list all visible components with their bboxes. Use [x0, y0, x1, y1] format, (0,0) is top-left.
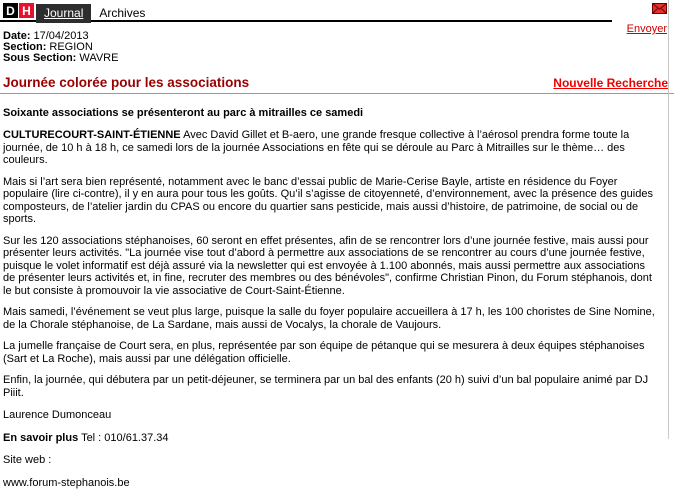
more-info-line	[3, 432, 660, 445]
meta-subsection-value: WAVRE	[79, 52, 118, 64]
right-frame-border	[668, 0, 669, 439]
new-search-link[interactable]: Nouvelle Recherche	[553, 76, 668, 90]
send-area	[627, 1, 667, 37]
meta-subsection	[3, 53, 674, 64]
top-navigation-bar	[0, 0, 674, 24]
site-web-label: Site web :	[3, 454, 660, 467]
article-lead-paragraph	[3, 129, 660, 167]
site-web-url: www.forum-stephanois.be	[3, 477, 660, 489]
tab-journal[interactable]: Journal	[36, 4, 91, 23]
article-body	[0, 107, 674, 489]
article-location: CULTURECOURT-SAINT-ÉTIENNE	[3, 129, 181, 141]
meta-date-value: 17/04/2013	[34, 30, 89, 42]
article-paragraph-4: La jumelle française de Court sera, en plus, représentée par son équipe de pétanque qui se mesurera à deux équipes stéphanoises (Sart et La Roche), mais aussi par une délégation officielle.	[3, 340, 660, 365]
nav-tabs	[36, 4, 153, 23]
meta-section-label: Section:	[3, 41, 46, 53]
dh-logo-d: D	[3, 3, 18, 18]
article-title: Journée colorée pour les associations	[3, 75, 249, 90]
article-paragraph-5: Enfin, la journée, qui débutera par un petit-déjeuner, se terminera par un bal des enfants (20 h) suivi d’un bal populaire animé par DJ Piiit.	[3, 374, 660, 399]
article-metadata	[3, 31, 674, 64]
meta-date	[3, 31, 674, 42]
meta-subsection-label: Sous Section:	[3, 52, 76, 64]
headline-bar	[0, 75, 674, 94]
article-subtitle: Soixante associations se présenteront au parc à mitrailles ce samedi	[3, 107, 660, 119]
article-paragraph-2: Sur les 120 associations stéphanoises, 60 seront en effet présentes, afin de se rencontrer lors d’une journée festive, mais aussi pour présenter leurs activités. "La journée vise tout d’abord à permettre aux associations de se rencontrer au cours d’une journée festive, puisque le volet informatif est déjà assuré via la newsletter qui est envoyée à 1.100 abonnés, mais aussi permettre aux associations de présenter leurs activités et, in fine, recruter des membres ou des bénévoles", confirme Christian Pinon, du Forum stéphanois, dont le but consiste à promouvoir la vie associative de Court-Saint-Étienne.	[3, 235, 660, 298]
envelope-icon[interactable]	[652, 3, 667, 14]
more-info-phone: Tel : 010/61.37.34	[81, 432, 168, 444]
tab-archives[interactable]: Archives	[91, 4, 153, 23]
dh-logo-h: H	[19, 3, 34, 18]
dh-logo	[3, 3, 35, 18]
article-lead-text: Avec David Gillet et B-aero, une grande fresque collective à l’aérosol prendra forme toute la journée, de 10 h à 18 h, ce samedi lors de la journée Associations en fête qui se déroule au Parc à Mitrailles sur le thème… des couleurs.	[3, 129, 629, 166]
article-author: Laurence Dumonceau	[3, 409, 660, 422]
article-paragraph-1: Mais si l’art sera bien représenté, notamment avec le banc d’essai public de Marie-Cerise Bayle, artiste en résidence du Foyer populaire (lire ci-contre), il y en aura pour tous les goûts. Qu’il s’agisse de citoyenneté, d’environnement, avec la présence des guides composteurs, de l’atelier jardin du CPAS ou encore du quartier sans pesticide, mais aussi d’histoire, de patrimoine, de social ou de sports.	[3, 176, 660, 226]
meta-date-label: Date:	[3, 30, 31, 42]
article-paragraph-3: Mais samedi, l’événement se veut plus large, puisque la salle du foyer populaire accueillera à 17 h, les 100 choristes de Sine Nomine, de la Chorale stéphanoise, de La Sardane, mais aussi de Vocalys, la chorale de Vaujours.	[3, 306, 660, 331]
meta-section-value: REGION	[49, 41, 92, 53]
envoyer-link[interactable]: Envoyer	[627, 23, 667, 35]
more-info-label: En savoir plus	[3, 432, 78, 444]
